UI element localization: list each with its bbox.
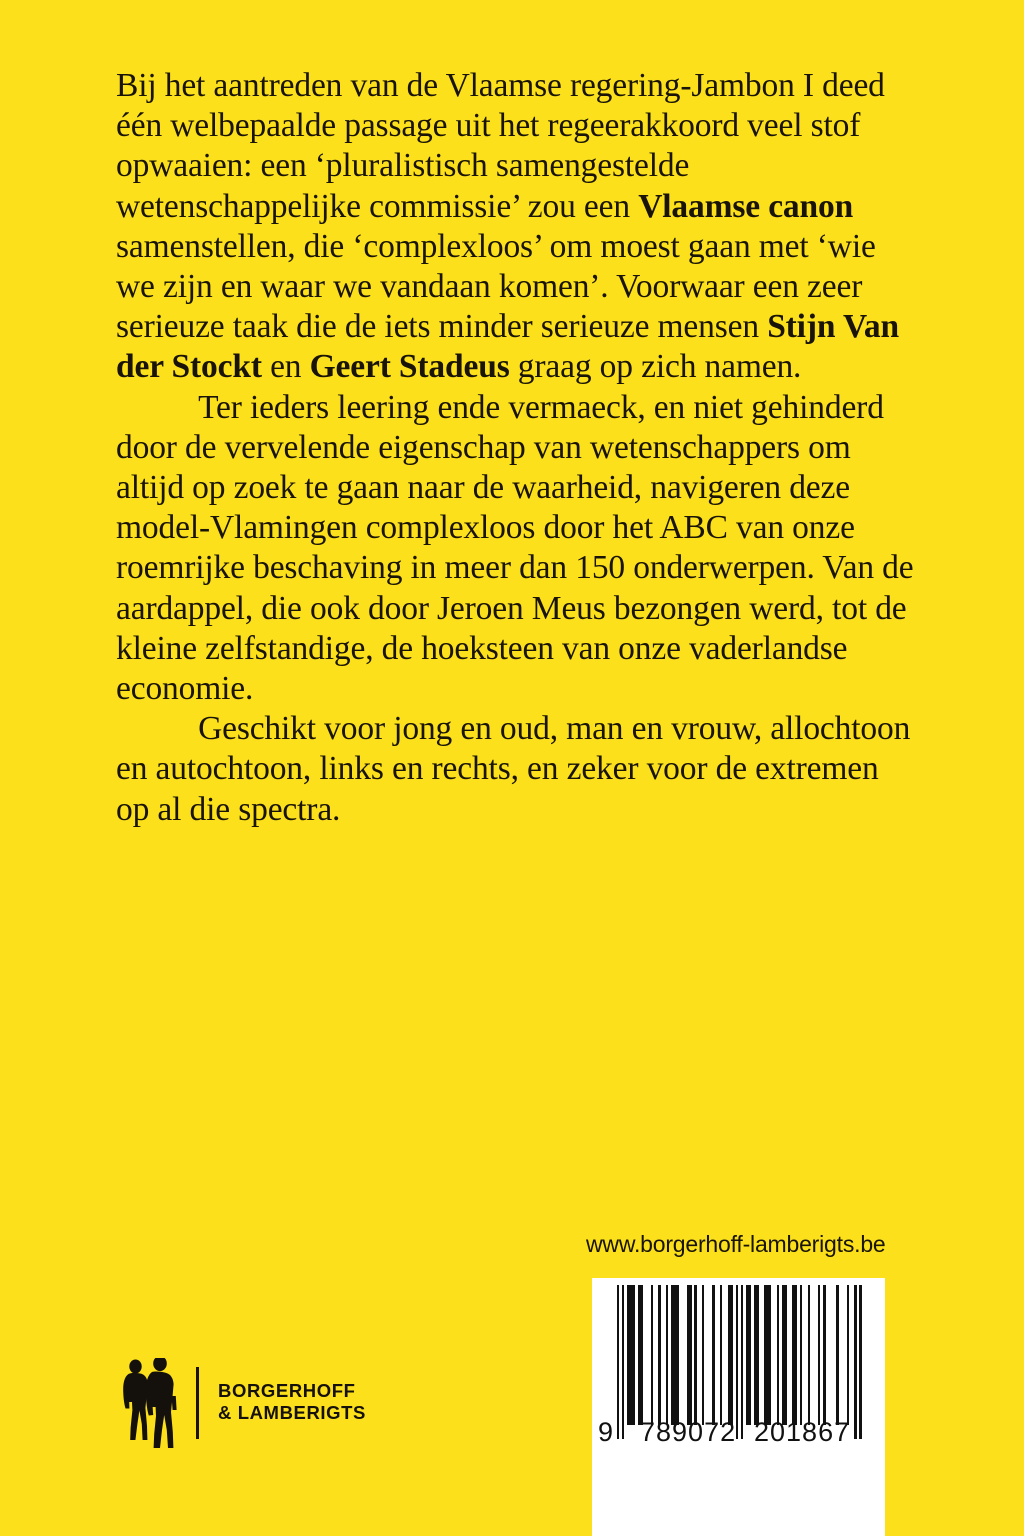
barcode-bar [777,1285,779,1425]
blurb-paragraph-3 [116,709,916,830]
barcode-bar [617,1285,619,1439]
two-walking-figures-icon [117,1358,183,1450]
blurb-text [116,66,916,830]
blurb-run: Bij het aantreden van de Vlaamse regering-Jambon I deed één welbepaalde passage uit het regeerakkoord veel stof opwaaien: een ‘pluralistisch samengestelde wetenschappelijke commissie’ zou een [116,67,885,225]
blurb-run: Geschikt voor jong en oud, man en vrouw, allochtoon en autochtoon, links en rechts, en zeker voor de extremen op al die spectra. [116,710,911,828]
barcode-bar [658,1285,660,1425]
barcode-digits [592,1417,885,1447]
barcode-bar [808,1285,810,1425]
barcode-right-group: 201867 [754,1417,851,1447]
publisher-website-url: www.borgerhoff-lamberigts.be [586,1231,886,1257]
barcode-lead-digit: 9 [598,1417,615,1447]
publisher-wordmark [218,1380,366,1423]
publisher-logo [117,1358,367,1454]
barcode-bar [746,1285,751,1425]
publisher-name-line-1: BORGERHOFF [218,1380,356,1401]
barcode-bar [764,1285,771,1425]
barcode-bar [754,1285,759,1425]
blurb-paragraph-2 [116,388,916,710]
barcode-bar [859,1285,861,1439]
barcode-bar [854,1285,856,1439]
barcode-bar [651,1285,653,1425]
barcode-bar [666,1285,668,1425]
barcode-bar [741,1285,743,1439]
barcode-bar [671,1285,678,1425]
blurb-paragraph-1 [116,66,916,388]
isbn-barcode [592,1278,885,1536]
barcode-bar [694,1285,696,1425]
barcode-left-group: 789072 [640,1417,737,1447]
barcode-bar [823,1285,825,1425]
barcode-bar [800,1285,802,1425]
barcode-bar [836,1285,838,1425]
barcode-bar [687,1285,692,1425]
barcode-bar [782,1285,787,1425]
barcode-bar [720,1285,722,1425]
barcode-bar [712,1285,714,1425]
barcode-bar [627,1285,634,1425]
blurb-run: en [261,348,310,386]
barcode-bar [847,1285,849,1425]
barcode-bars [617,1285,862,1425]
publisher-name-line-2: & LAMBERIGTS [218,1401,367,1423]
blurb-run: graag op zich namen. [509,348,802,386]
barcode-bar [818,1285,820,1425]
blurb-run: Ter ieders leering ende vermaeck, en niet gehinderd door de vervelende eigenschap van wetenschappers om altijd op zoek te gaan naar de waarheid, navigeren deze model-Vlamingen complexloos door het ABC van onze roemrijke beschaving in meer dan 150 onderwerpen. Van de aardappel, die ook door Jeroen Meus bezongen werd, tot de kleine zelfstandige, de hoeksteen van onze vaderlandse economie. [116,388,914,708]
barcode-bar [728,1285,733,1425]
barcode-bar [792,1285,797,1425]
highlight-vlaamse-canon: Vlaamse canon [638,187,854,225]
barcode-bar [622,1285,624,1439]
barcode-bar [736,1285,738,1439]
blurb-run: samenstellen, die ‘complexloos’ om moest gaan met ‘wie we zijn en waar we vandaan komen’. Voorwaar een zeer serieuze taak die de iets minder serieuze mensen [116,227,876,346]
barcode-bar [702,1285,704,1425]
barcode-bar [638,1285,643,1425]
logo-divider [196,1367,199,1439]
author-name-stijn-van-der-stockt: Stijn Van der Stockt [116,308,899,386]
author-name-geert-stadeus: Geert Stadeus [309,348,510,386]
